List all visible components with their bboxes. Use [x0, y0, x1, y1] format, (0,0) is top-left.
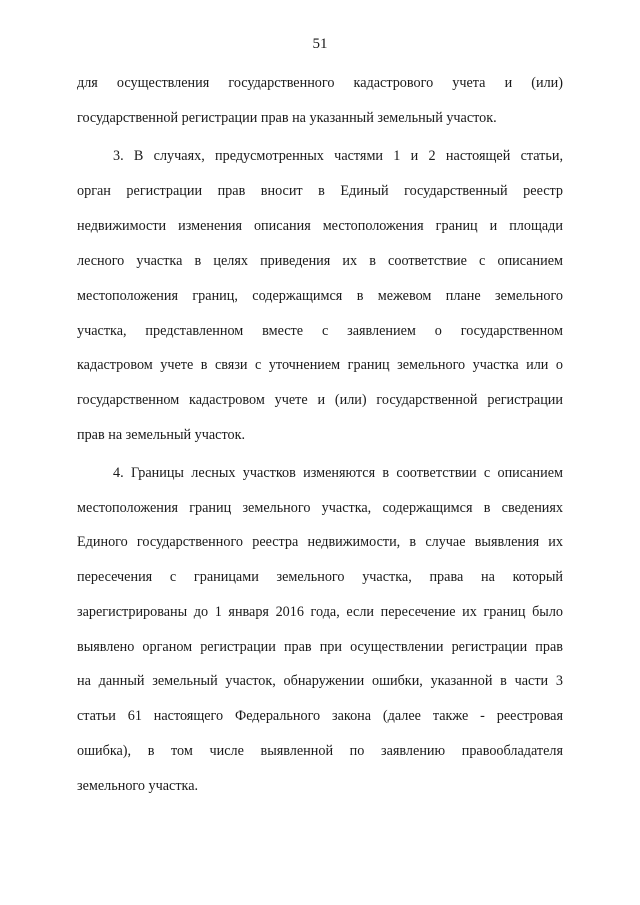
text-line: недвижимости изменения описания местоположения границ и площади	[77, 218, 563, 234]
text-line: выявлено органом регистрации прав при осуществлении регистрации прав	[77, 639, 563, 655]
text-line: орган регистрации прав вносит в Единый государственный реестр	[77, 183, 563, 199]
text-line: местоположения границ, содержащимся в межевом плане земельного	[77, 288, 563, 304]
text-line: участка, представленном вместе с заявлением о государственном	[77, 323, 563, 339]
text-line: государственной регистрации прав на указанный земельный участок.	[77, 110, 497, 126]
paragraph-3-first-line: 3. В случаях, предусмотренных частями 1 и 2 настоящей статьи,	[113, 148, 563, 164]
text-line: для осуществления государственного кадастрового учета и (или)	[77, 75, 563, 91]
text-line: Единого государственного реестра недвижимости, в случае выявления их	[77, 534, 563, 550]
text-line: ошибка), в том числе выявленной по заявлению правообладателя	[77, 743, 563, 759]
page-number: 51	[312, 36, 328, 52]
text-line: зарегистрированы до 1 января 2016 года, если пересечение их границ было	[77, 604, 563, 620]
text-line: на данный земельный участок, обнаружении ошибки, указанной в части 3	[77, 673, 563, 689]
text-line: земельного участка.	[77, 778, 199, 794]
text-line: государственном кадастровом учете и (или) государственной регистрации	[77, 392, 563, 408]
text-line: статьи 61 настоящего Федерального закона (далее также - реестровая	[77, 708, 563, 724]
text-line: местоположения границ земельного участка, содержащимся в сведениях	[77, 500, 563, 516]
paragraph-4-first-line: 4. Границы лесных участков изменяются в соответствии с описанием	[113, 465, 563, 481]
text-line: пересечения с границами земельного участка, права на который	[77, 569, 563, 585]
text-line: прав на земельный участок.	[77, 427, 246, 443]
text-line: кадастровом учете в связи с уточнением границ земельного участка или о	[77, 357, 563, 373]
text-line: лесного участка в целях приведения их в соответствие с описанием	[77, 253, 563, 269]
